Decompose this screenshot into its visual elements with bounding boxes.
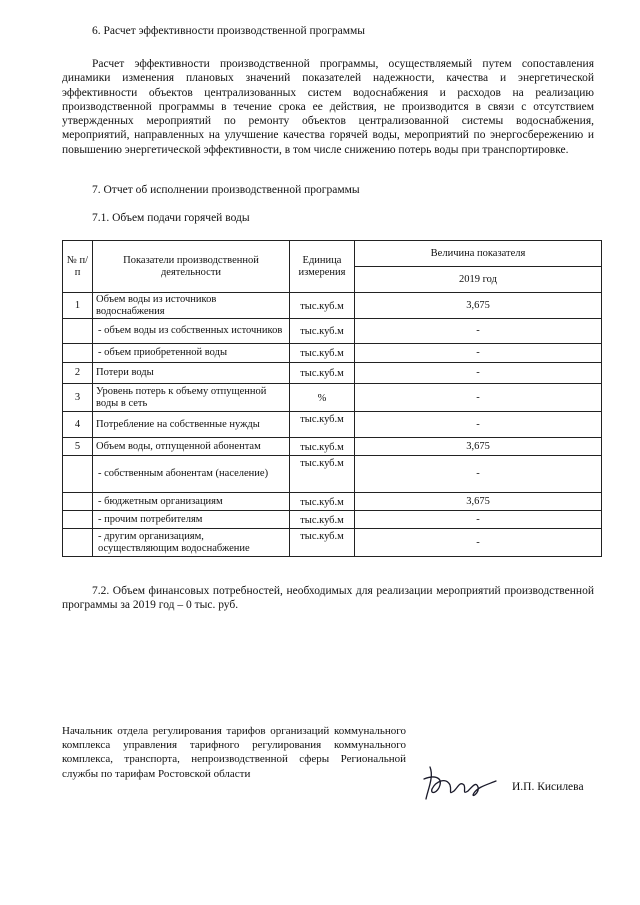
row-num: [63, 493, 93, 511]
header-year: 2019 год: [355, 267, 602, 293]
row-value: -: [355, 384, 602, 412]
table-row: [63, 456, 602, 493]
row-value: 3,675: [355, 438, 602, 456]
table-row: [63, 384, 602, 412]
row-value: 3,675: [355, 293, 602, 319]
section-7-heading: 7. Отчет об исполнении производственной программы: [92, 184, 360, 196]
section-6-text: Расчет эффективности производственной программы, осуществляемый путем сопоставления динамики изменения плановых значений показателей надежности, качества и энергетической эффективности объектов централизованных систем водоснабжения и расходов на реализацию производственной программы в течение срока ее действия, не производится в связи с отсутствием утвержденных мероприятий по ремонту объектов централизованной системы водоснабжения, мероприятий, направленных на улучшение качества горячей воды, мероприятий по энергосбережению и повышению энергетической эффективности, в том числе снижению потерь воды при транспортировке.: [62, 58, 594, 156]
row-num: [63, 511, 93, 529]
row-num: [63, 319, 93, 344]
header-indicator: Показатели производственной деятельности: [93, 241, 290, 293]
row-value: -: [355, 363, 602, 384]
row-unit: тыс.куб.м: [290, 529, 355, 557]
row-name: Потери воды: [93, 363, 290, 384]
signer-position: Начальник отдела регулирования тарифов организаций коммунального комплекса управления тарифного регулирования коммунального комплекса, транспорта, непроизводственной сферы Региональной службы по тарифам Ростовской области: [62, 725, 406, 780]
row-num: 1: [63, 293, 93, 319]
row-unit: тыс.куб.м: [290, 493, 355, 511]
signer-name: И.П. Кисилева: [512, 781, 584, 793]
row-num: 3: [63, 384, 93, 412]
row-name: - бюджетным организациям: [93, 493, 290, 511]
row-unit: тыс.куб.м: [290, 344, 355, 363]
row-value: 3,675: [355, 493, 602, 511]
row-value: -: [355, 511, 602, 529]
row-name: - объем воды из собственных источников: [93, 319, 290, 344]
row-name: Уровень потерь к объему отпущенной воды в сеть: [93, 384, 290, 412]
row-value: -: [355, 456, 602, 493]
row-name: Объем воды из источников водоснабжения: [93, 293, 290, 319]
row-num: [63, 344, 93, 363]
row-num: 4: [63, 412, 93, 438]
row-unit: тыс.куб.м: [290, 363, 355, 384]
table-row: [63, 438, 602, 456]
table-row: [63, 493, 602, 511]
row-unit: тыс.куб.м: [290, 293, 355, 319]
row-num: [63, 529, 93, 557]
row-unit: тыс.куб.м: [290, 511, 355, 529]
section-7-1-heading: 7.1. Объем подачи горячей воды: [92, 212, 250, 224]
table-row: [63, 511, 602, 529]
header-num: № п/п: [63, 241, 93, 293]
row-num: 5: [63, 438, 93, 456]
table-row: [63, 319, 602, 344]
row-value: -: [355, 529, 602, 557]
row-name: - другим организациям, осуществляющим водоснабжение: [93, 529, 290, 557]
row-value: -: [355, 319, 602, 344]
handwritten-signature: [420, 755, 500, 805]
table-row: [63, 363, 602, 384]
row-name: - прочим потребителям: [93, 511, 290, 529]
row-unit: %: [290, 384, 355, 412]
row-name: - собственным абонентам (население): [93, 456, 290, 493]
header-value: Величина показателя: [355, 241, 602, 267]
table-row: [63, 344, 602, 363]
row-name: Объем воды, отпущенной абонентам: [93, 438, 290, 456]
row-value: -: [355, 344, 602, 363]
section-6-heading: 6. Расчет эффективности производственной программы: [92, 25, 366, 37]
table-row: [63, 412, 602, 438]
water-volume-table: [62, 240, 602, 557]
section-7-2-text: 7.2. Объем финансовых потребностей, необходимых для реализации мероприятий производственной программы за 2019 год – 0 тыс. руб.: [62, 585, 594, 612]
row-name: - объем приобретенной воды: [93, 344, 290, 363]
row-num: 2: [63, 363, 93, 384]
row-name: Потребление на собственные нужды: [93, 412, 290, 438]
row-unit: тыс.куб.м: [290, 438, 355, 456]
table-row: [63, 293, 602, 319]
row-num: [63, 456, 93, 493]
row-unit: тыс.куб.м: [290, 412, 355, 438]
row-value: -: [355, 412, 602, 438]
header-unit: Единица измерения: [290, 241, 355, 293]
row-unit: тыс.куб.м: [290, 456, 355, 493]
row-unit: тыс.куб.м: [290, 319, 355, 344]
table-row: [63, 529, 602, 557]
